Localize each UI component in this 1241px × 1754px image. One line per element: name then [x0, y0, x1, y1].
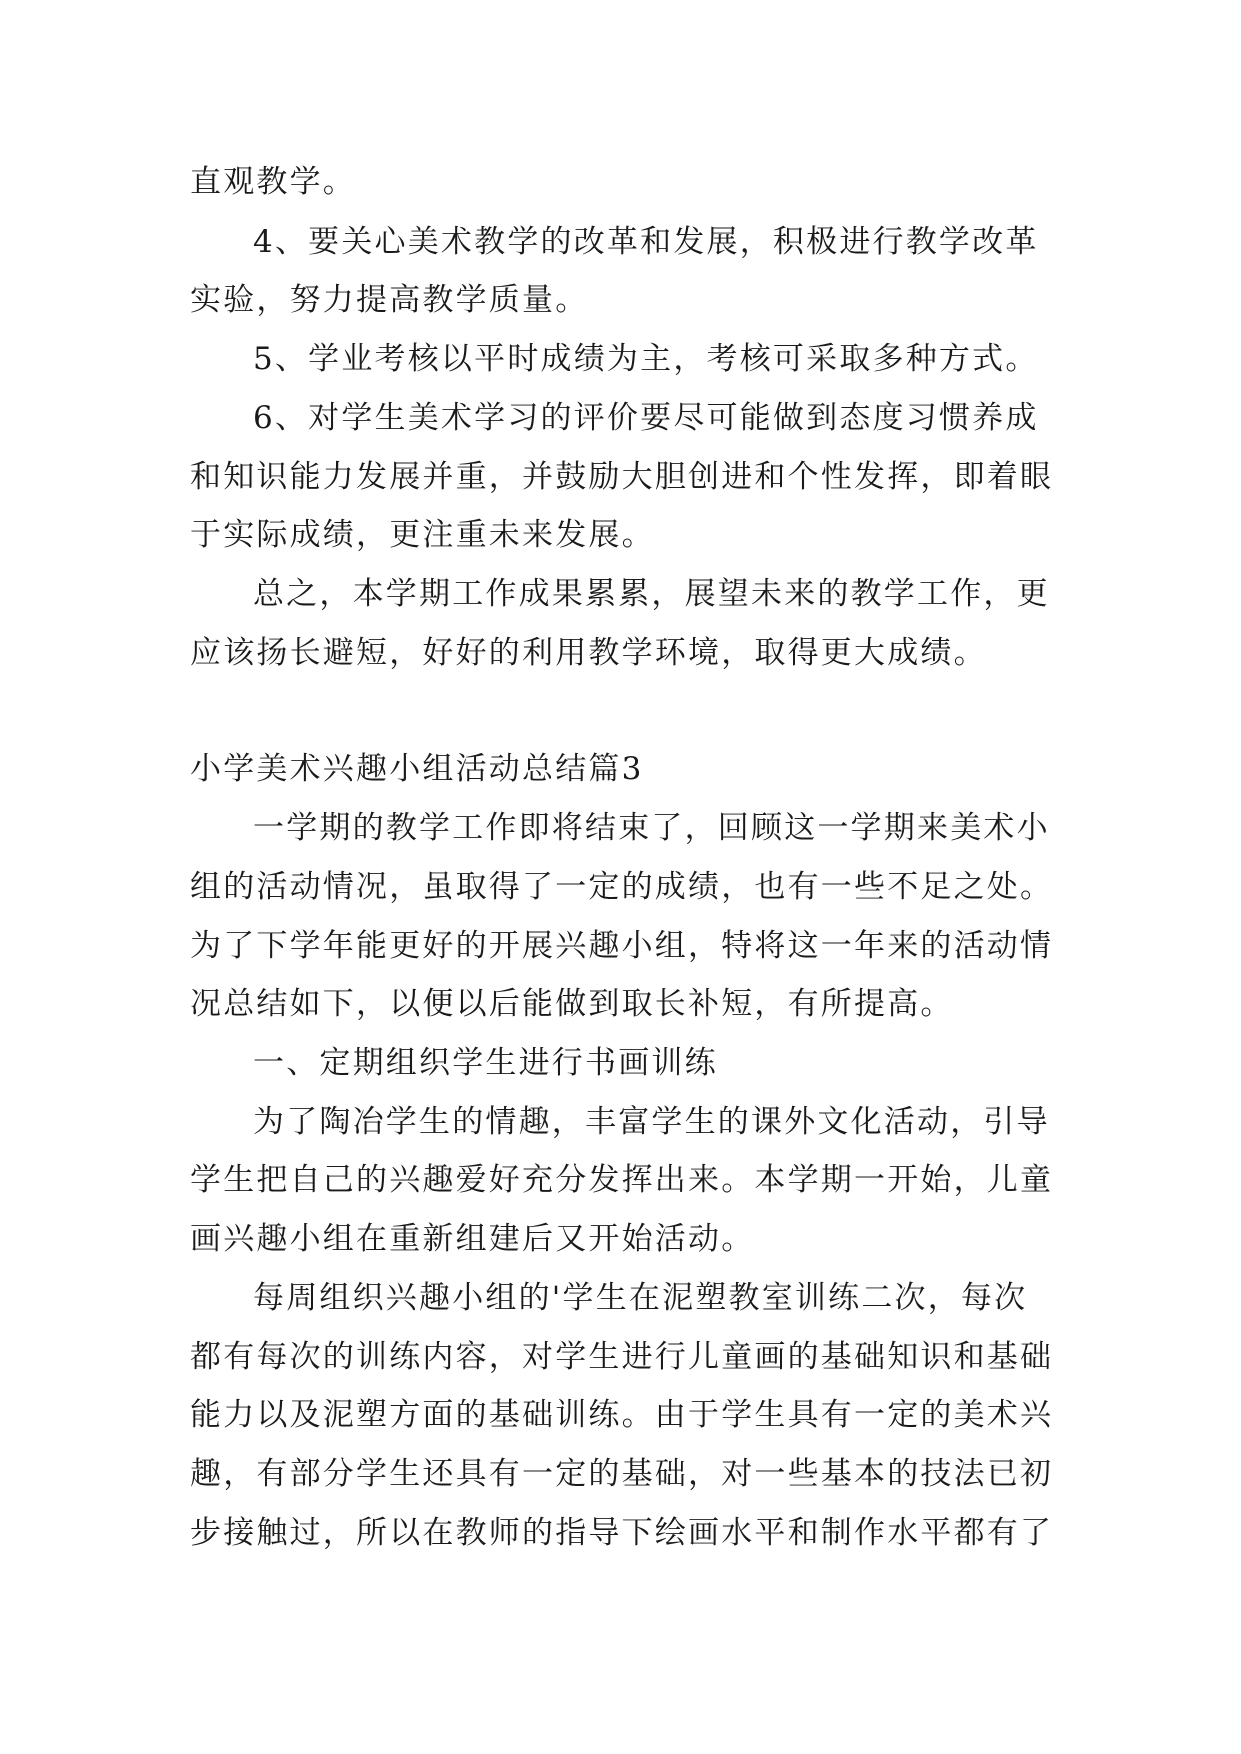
text-line: 和知识能力发展并重，并鼓励大胆创进和个性发挥，即着眼 [190, 459, 1054, 495]
text-line: 于实际成绩，更注重未来发展。 [190, 517, 655, 553]
text-line: 一学期的教学工作即将结束了，回顾这一学期来美术小 [253, 810, 1050, 846]
text-line: 都有每次的训练内容，对学生进行儿童画的基础知识和基础 [190, 1339, 1054, 1375]
text-line: 画兴趣小组在重新组建后又开始活动。 [190, 1221, 755, 1257]
subsection-heading: 一、定期组织学生进行书画训练 [253, 1045, 718, 1081]
text-line: 为了下学年能更好的开展兴趣小组，特将这一年来的活动情 [190, 928, 1054, 964]
text-line: 组的活动情况，虽取得了一定的成绩，也有一些不足之处。 [190, 869, 1054, 905]
text-line: 能力以及泥塑方面的基础训练。由于学生具有一定的美术兴 [190, 1397, 1054, 1433]
section-heading: 小学美术兴趣小组活动总结篇3 [190, 751, 644, 787]
text-line: 步接触过，所以在教师的指导下绘画水平和制作水平都有了 [190, 1515, 1054, 1551]
text-line: 5、学业考核以平时成绩为主，考核可采取多种方式。 [253, 341, 1039, 377]
text-line: 为了陶冶学生的情趣，丰富学生的课外文化活动，引导 [253, 1104, 1050, 1140]
text-line: 应该扬长避短，好好的利用教学环境，取得更大成绩。 [190, 635, 987, 671]
text-line: 6、对学生美术学习的评价要尽可能做到态度习惯养成 [253, 400, 1039, 436]
text-line: 4、要关心美术教学的改革和发展，积极进行教学改革 [253, 224, 1039, 260]
text-line: 实验，努力提高教学质量。 [190, 282, 589, 318]
text-line: 直观教学。 [190, 164, 356, 200]
text-line: 学生把自己的兴趣爱好充分发挥出来。本学期一开始，儿童 [190, 1162, 1054, 1198]
text-line: 每周组织兴趣小组的'学生在泥塑教室训练二次，每次 [253, 1280, 1028, 1316]
text-line: 总之，本学期工作成果累累，展望未来的教学工作，更 [253, 576, 1050, 612]
text-line: 况总结如下，以便以后能做到取长补短，有所提高。 [190, 986, 954, 1022]
text-line: 趣，有部分学生还具有一定的基础，对一些基本的技法已初 [190, 1456, 1054, 1492]
